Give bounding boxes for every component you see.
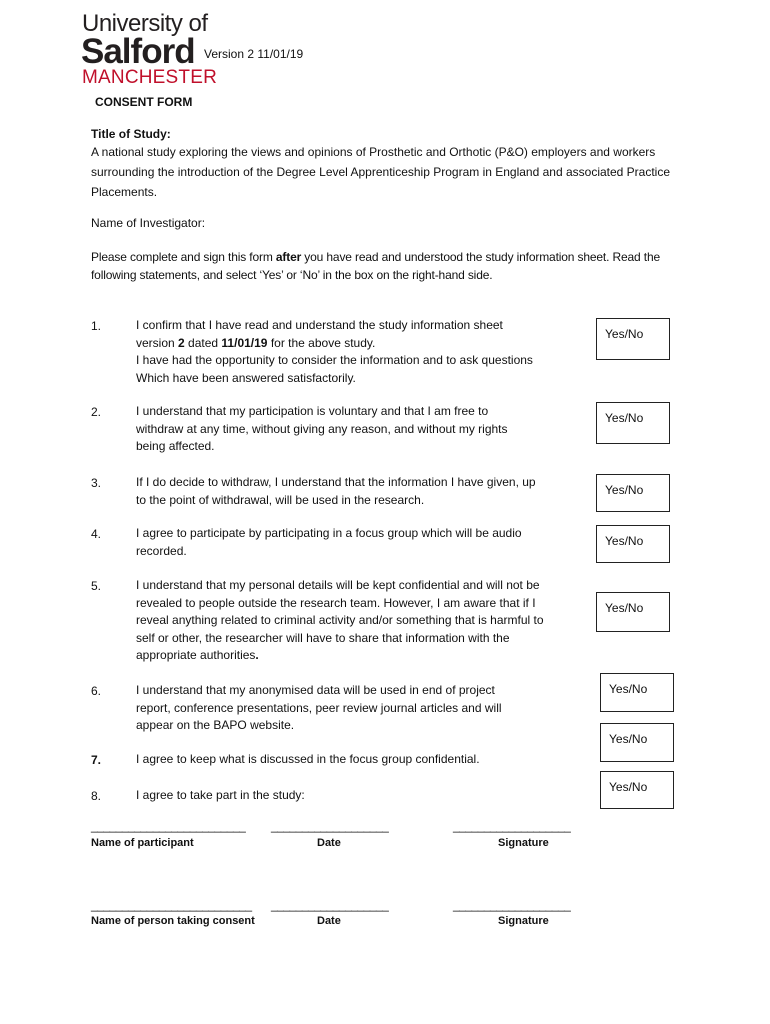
statement-3-text bbox=[136, 474, 581, 509]
logo-manchester: MANCHESTER bbox=[82, 67, 218, 88]
statement-7-text bbox=[136, 751, 581, 769]
statement-5-line: appropriate authorities. bbox=[136, 648, 259, 662]
statement-1-line: I have had the opportunity to consider the information and to ask questions bbox=[136, 353, 533, 367]
participant-date-label: Date bbox=[317, 837, 341, 849]
consenter-name-line[interactable]: __________________________ bbox=[91, 898, 252, 912]
yes-no-box-6[interactable]: Yes/No bbox=[600, 673, 674, 712]
title-of-study-text: A national study exploring the views and opinions of Prosthetic and Orthotic (P&O) employers and workers surrounding the introduction of the Degree Level Apprenticeship Program in England and associated Practice Placements. bbox=[91, 145, 671, 199]
statement-5-line: revealed to people outside the research team. However, I am aware that if I bbox=[136, 595, 536, 610]
statement-4-number: 4. bbox=[91, 527, 102, 541]
logo-university-of: University of bbox=[82, 10, 208, 37]
investigator-label: Name of Investigator: bbox=[91, 216, 206, 230]
participant-signature-line[interactable]: ___________________ bbox=[453, 819, 571, 833]
yes-no-box-1[interactable]: Yes/No bbox=[596, 318, 670, 360]
consenter-name-label: Name of person taking consent bbox=[91, 915, 255, 927]
participant-date-line[interactable]: ___________________ bbox=[271, 819, 389, 833]
title-of-study-label: Title of Study: bbox=[91, 127, 171, 141]
statement-4-line: I agree to participate by participating in a focus group which will be audio bbox=[136, 526, 522, 540]
yes-no-box-3[interactable]: Yes/No bbox=[596, 474, 670, 512]
participant-name-line[interactable]: _________________________ bbox=[91, 819, 246, 833]
statement-2-number: 2. bbox=[91, 405, 102, 419]
statement-7-number: 7. bbox=[91, 753, 102, 767]
statement-4-text bbox=[136, 525, 581, 560]
instructions-bold: after bbox=[275, 250, 302, 264]
instructions-before: Please complete and sign this form bbox=[91, 250, 276, 264]
statement-1-line: Which have been answered satisfactorily. bbox=[136, 370, 356, 385]
yes-no-box-5[interactable]: Yes/No bbox=[596, 592, 670, 632]
yes-no-box-8[interactable]: Yes/No bbox=[600, 771, 674, 809]
consenter-date-label: Date bbox=[317, 915, 341, 927]
statement-1-text bbox=[136, 317, 581, 387]
statement-5-text bbox=[136, 577, 581, 665]
statement-5-number: 5. bbox=[91, 579, 102, 593]
statement-8-number: 8. bbox=[91, 789, 102, 803]
yes-no-box-7[interactable]: Yes/No bbox=[600, 723, 674, 762]
statement-1-line: version 2 dated 11/01/19 for the above study. bbox=[136, 335, 376, 350]
logo-salford: Salford bbox=[81, 32, 195, 71]
statement-4-line: recorded. bbox=[136, 543, 187, 558]
version-text: Version 2 11/01/19 bbox=[204, 47, 304, 61]
statement-6-line: I understand that my anonymised data will be used in end of project bbox=[136, 683, 495, 697]
participant-signature-label: Signature bbox=[498, 837, 549, 849]
statement-3-line: If I do decide to withdraw, I understand that the information I have given, up bbox=[136, 475, 536, 489]
statement-3-number: 3. bbox=[91, 476, 102, 490]
consenter-date-line[interactable]: ___________________ bbox=[271, 898, 389, 912]
statement-6-number: 6. bbox=[91, 684, 102, 698]
instructions-after: you have read and understood the study information sheet. Read the following statements, and select ‘Yes’ or ‘No’ in the box on the right-hand side. bbox=[91, 250, 660, 282]
statement-5-line: I understand that my personal details will be kept confidential and will not be bbox=[136, 578, 540, 592]
instructions-paragraph bbox=[91, 248, 691, 284]
statement-1-number: 1. bbox=[91, 319, 102, 333]
statement-1-line: I confirm that I have read and understand the study information sheet bbox=[136, 318, 503, 332]
statement-5-line: reveal anything related to criminal activity and/or something that is harmful to bbox=[136, 613, 544, 627]
yes-no-box-2[interactable]: Yes/No bbox=[596, 402, 670, 444]
statement-7-line: I agree to keep what is discussed in the focus group confidential. bbox=[136, 752, 480, 766]
statement-8-line: I agree to take part in the study: bbox=[136, 788, 305, 802]
statement-2-line: withdraw at any time, without giving any reason, and without my rights bbox=[136, 421, 508, 436]
statement-2-text bbox=[136, 403, 581, 456]
statement-2-line: being affected. bbox=[136, 439, 215, 453]
statement-5-line: self or other, the researcher will have to share that information with the bbox=[136, 630, 510, 645]
participant-name-label: Name of participant bbox=[91, 837, 194, 849]
statement-3-line: to the point of withdrawal, will be used in the research. bbox=[136, 492, 425, 507]
consenter-signature-line[interactable]: ___________________ bbox=[453, 898, 571, 912]
page-title: CONSENT FORM bbox=[95, 95, 193, 109]
consenter-signature-label: Signature bbox=[498, 915, 549, 927]
statement-6-line: report, conference presentations, peer review journal articles and will bbox=[136, 700, 502, 715]
statement-2-line: I understand that my participation is voluntary and that I am free to bbox=[136, 404, 489, 418]
statement-8-text bbox=[136, 787, 581, 805]
statement-6-text bbox=[136, 682, 581, 735]
statement-6-line: appear on the BAPO website. bbox=[136, 718, 295, 732]
yes-no-box-4[interactable]: Yes/No bbox=[596, 525, 670, 563]
